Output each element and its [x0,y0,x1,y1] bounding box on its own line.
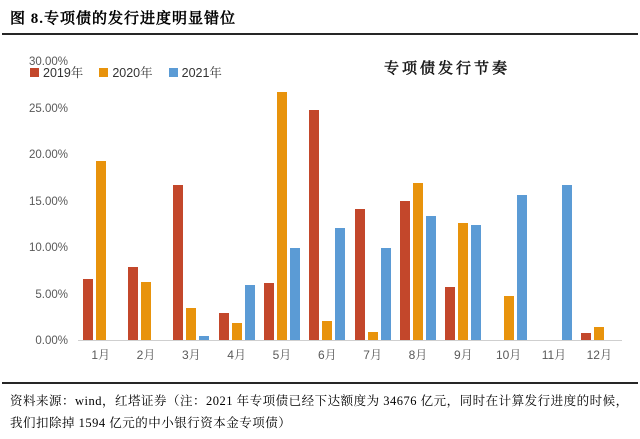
bar-column-8月 [395,61,440,340]
bar-group-2月 [128,61,164,340]
bar-2020年-5月 [277,92,287,340]
bar-2021年-10月 [517,195,527,340]
bar-2021年-8月 [426,216,436,340]
bar-2020年-2月 [141,282,151,340]
bar-2021年-4月 [245,285,255,340]
bar-column-4月 [214,61,259,340]
bar-group-8月 [400,61,436,340]
x-axis-label-5月: 5月 [272,348,292,362]
y-tick-label: 0.00% [35,335,68,347]
x-axis-label-10月: 10月 [495,348,522,362]
y-tick-label: 25.00% [28,102,68,115]
bar-2019年-9月 [445,287,455,340]
x-axis-label-1月: 1月 [91,348,110,362]
chart-inner-title: 专项债发行节奏 [383,61,510,77]
chart-body [14,56,622,347]
bar-2019年-5月 [264,283,274,340]
bar-group-1月 [83,61,119,340]
bar-2021年-9月 [471,225,481,340]
x-axis-label-8月: 8月 [408,348,428,362]
legend-label: 2020年 [112,66,153,80]
bar-2019年-3月 [173,185,183,340]
bar-group-6月 [309,61,345,340]
bar-group-10月 [491,61,527,340]
bar-2019年-2月 [128,267,138,340]
bar-column-9月 [441,61,486,340]
bar-2019年-4月 [219,313,229,340]
bar-column-12月 [577,61,622,340]
y-tick-label: 30.00% [28,56,68,68]
chart [14,56,622,363]
bar-2019年-1月 [83,279,93,340]
x-axis-label-12月: 12月 [586,348,612,362]
bar-group-5月 [264,61,300,340]
bar-column-11月 [531,61,576,340]
x-axis-label-11月: 11月 [541,348,567,362]
x-axis-label-3月: 3月 [181,348,201,362]
bar-2021年-7月 [381,248,391,340]
bar-2021年-3月 [199,336,209,340]
y-tick-label: 10.00% [28,242,68,255]
x-axis-labels [78,341,622,363]
bar-2020年-7月 [368,332,378,340]
y-tick-label: 20.00% [28,149,68,162]
bar-2020年-3月 [186,308,196,340]
bar-2020年-10月 [504,296,514,340]
bar-group-9月 [445,61,481,340]
source-note: 资料来源：wind，红塔证券（注：2021 年专项债已经下达额度为 34676 亿元，同时在计算发行进度的时候，我们扣除掉 1594 亿元的中小银行资本金专项债） [10,394,629,431]
bar-2019年-6月 [309,110,319,340]
bar-group-12月 [581,61,617,340]
bar-group-7月 [355,61,391,340]
bar-2021年-11月 [562,185,572,340]
bar-group-11月 [536,61,572,340]
legend-label: 2019年 [43,66,84,80]
x-axis-label-2月: 2月 [136,348,156,362]
bar-column-7月 [350,61,395,340]
figure-title: 图 8.专项债的发行进度明显错位 [10,11,237,27]
x-axis-label-4月: 4月 [227,348,246,362]
bar-2020年-9月 [458,223,468,340]
legend-label: 2021年 [181,66,222,80]
bar-2021年-6月 [335,228,345,340]
y-tick-label: 5.00% [35,288,68,301]
y-tick-label: 15.00% [28,195,68,208]
bar-column-2月 [123,61,168,340]
bar-2021年-5月 [290,248,300,340]
bar-2020年-12月 [594,327,604,340]
figure-footer [2,382,638,439]
bar-group-4月 [219,61,255,340]
bar-2019年-7月 [355,209,365,340]
bar-group-3月 [173,61,209,340]
bar-column-5月 [259,61,304,340]
plot-area [78,61,622,341]
bar-2020年-6月 [322,321,332,340]
bar-2019年-12月 [581,333,591,340]
bar-2020年-1月 [96,161,106,340]
bar-2020年-4月 [232,323,242,340]
bar-column-6月 [305,61,350,340]
bar-column-3月 [169,61,214,340]
bar-2020年-8月 [413,183,423,340]
x-axis-label-9月: 9月 [453,348,473,362]
figure-header [2,0,638,35]
bar-column-1月 [78,61,123,340]
x-axis-label-7月: 7月 [363,348,382,362]
bar-2019年-8月 [400,201,410,341]
y-axis [14,56,78,347]
bar-column-10月 [486,61,531,340]
x-axis-label-6月: 6月 [317,348,337,362]
